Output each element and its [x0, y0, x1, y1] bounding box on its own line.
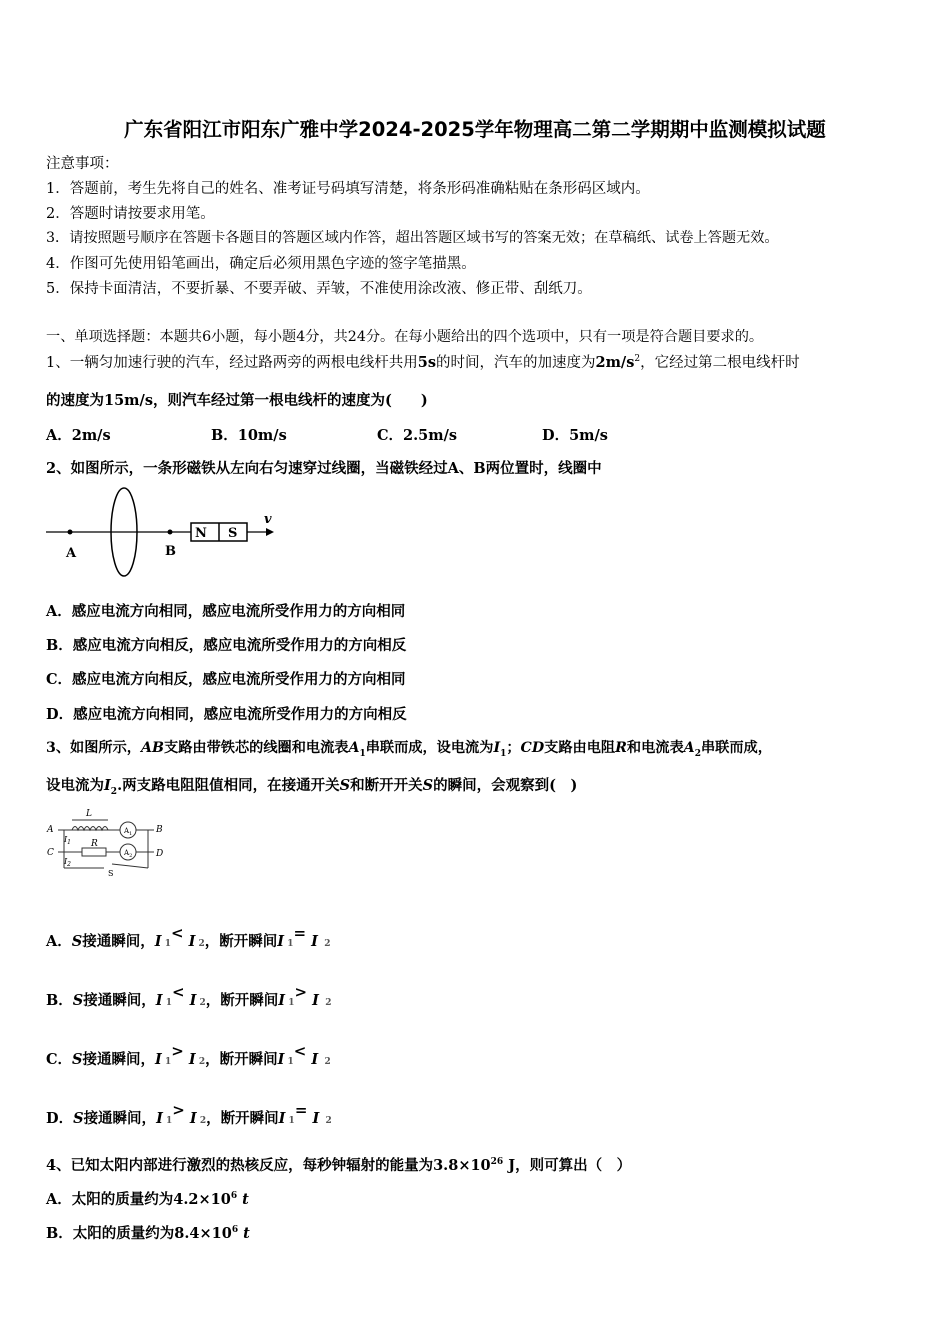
section-heading: 一、单项选择题：本题共6小题，每小题4分，共24分。在每小题给出的四个选项中，只有一项是符合题目要求的。 — [46, 329, 764, 345]
q2-magnet-coil-figure — [44, 485, 284, 580]
q2-option-a: A．感应电流方向相同，感应电流所受作用力的方向相同 — [46, 603, 406, 620]
label-a: A — [66, 546, 77, 561]
notice-item: 2．答题时请按要求用笔。 — [46, 206, 215, 222]
current-i2-label: $I_2$ — [64, 857, 71, 868]
q3-option-d: D．S接通瞬间，I 1> I 2，断开瞬间I 1= I 2 — [46, 1101, 332, 1127]
switch-label: S — [108, 869, 114, 878]
velocity-label: v — [264, 512, 272, 527]
notice-item: 3．请按照题号顺序在答题卡各题目的答题区域内作答，超出答题区域书写的答案无效；在草稿纸、试卷上答题无效。 — [46, 230, 779, 246]
magnet-s: S — [228, 526, 238, 541]
inductor-coil — [72, 827, 108, 831]
ammeter-a1: $A_1$ — [124, 827, 133, 837]
q1-option-c: C．2.5m/s — [377, 427, 458, 444]
notice-item: 5．保持卡面清洁，不要折暴、不要弄破、弄皱，不准使用涂改液、修正带、刮纸刀。 — [46, 281, 592, 297]
q3-option-a: A．S接通瞬间，I 1< I 2，断开瞬间I 1= I 2 — [46, 924, 331, 950]
q1-option-a: A．2m/s — [46, 427, 111, 444]
q3-option-b: B．S接通瞬间，I 1< I 2，断开瞬间I 1> I 2 — [46, 983, 332, 1009]
node-d: D — [156, 849, 164, 859]
q1-option-d: D．5m/s — [542, 427, 608, 444]
resistor-label: R — [91, 839, 98, 849]
q4-option-a: A．太阳的质量约为$4.2\times 10^6$ t — [46, 1191, 249, 1208]
q1-stem-line1: 1、一辆匀加速行驶的汽车，经过路两旁的两根电线杆共用5s的时间，汽车的加速度为$2m/s^2$，它经过第二根电线杆时 — [46, 354, 800, 371]
q3-circuit-figure — [44, 806, 174, 881]
q2-stem: 2、如图所示，一条形磁铁从左向右匀速穿过线圈，当磁铁经过A、B两位置时，线圈中 — [46, 460, 602, 477]
inductor-label: L — [86, 809, 92, 819]
node-a: A — [47, 825, 54, 835]
node-b: B — [156, 825, 163, 835]
q3-option-c: C．S接通瞬间，I 1> I 2，断开瞬间I 1< I 2 — [46, 1042, 331, 1068]
page-title: 广东省阳江市阳东广雅中学2024-2025学年物理高二第二学期期中监测模拟试题 — [124, 118, 826, 141]
notice-item: 4．作图可先使用铅笔画出，确定后必须用黑色字迹的签字笔描黑。 — [46, 256, 476, 272]
ammeter-a2: $A_2$ — [124, 849, 133, 859]
q1-stem-line2: 的速度为15m/s，则汽车经过第一根电线杆的速度为( ) — [46, 392, 428, 409]
q3-stem-line2: 设电流为$I_2$.两支路电阻阻值相同，在接通开关S和断开开关S的瞬间，会观察到( ) — [46, 777, 578, 797]
q3-stem-line1: 3、如图所示，AB支路由带铁芯的线圈和电流表$A_1$串联而成，设电流为$I_1$；CD支路由电阻R和电流表$A_2$串联而成， — [46, 740, 772, 759]
q2-option-c: C．感应电流方向相反，感应电流所受作用力的方向相同 — [46, 671, 406, 688]
q2-option-b: B．感应电流方向相反，感应电流所受作用力的方向相反 — [46, 637, 407, 654]
current-i1-label: $I_1$ — [64, 835, 71, 846]
resistor — [82, 848, 106, 856]
q4-stem: 4、已知太阳内部进行激烈的热核反应，每秒钟辐射的能量为$3.8\times 10^{26}$ J，则可算出（ ） — [46, 1157, 632, 1174]
q1-option-b: B．10m/s — [211, 427, 287, 444]
node-c: C — [47, 848, 54, 858]
q4-option-b: B．太阳的质量约为$8.4\times 10^6$ t — [46, 1225, 250, 1242]
notice-item: 1．答题前，考生先将自己的姓名、准考证号码填写清楚，将条形码准确粘贴在条形码区域内。 — [46, 181, 650, 197]
magnet-n: N — [195, 526, 207, 541]
notice-heading: 注意事项： — [46, 156, 119, 172]
q2-option-d: D．感应电流方向相同，感应电流所受作用力的方向相反 — [46, 706, 407, 723]
label-b: B — [165, 544, 176, 559]
